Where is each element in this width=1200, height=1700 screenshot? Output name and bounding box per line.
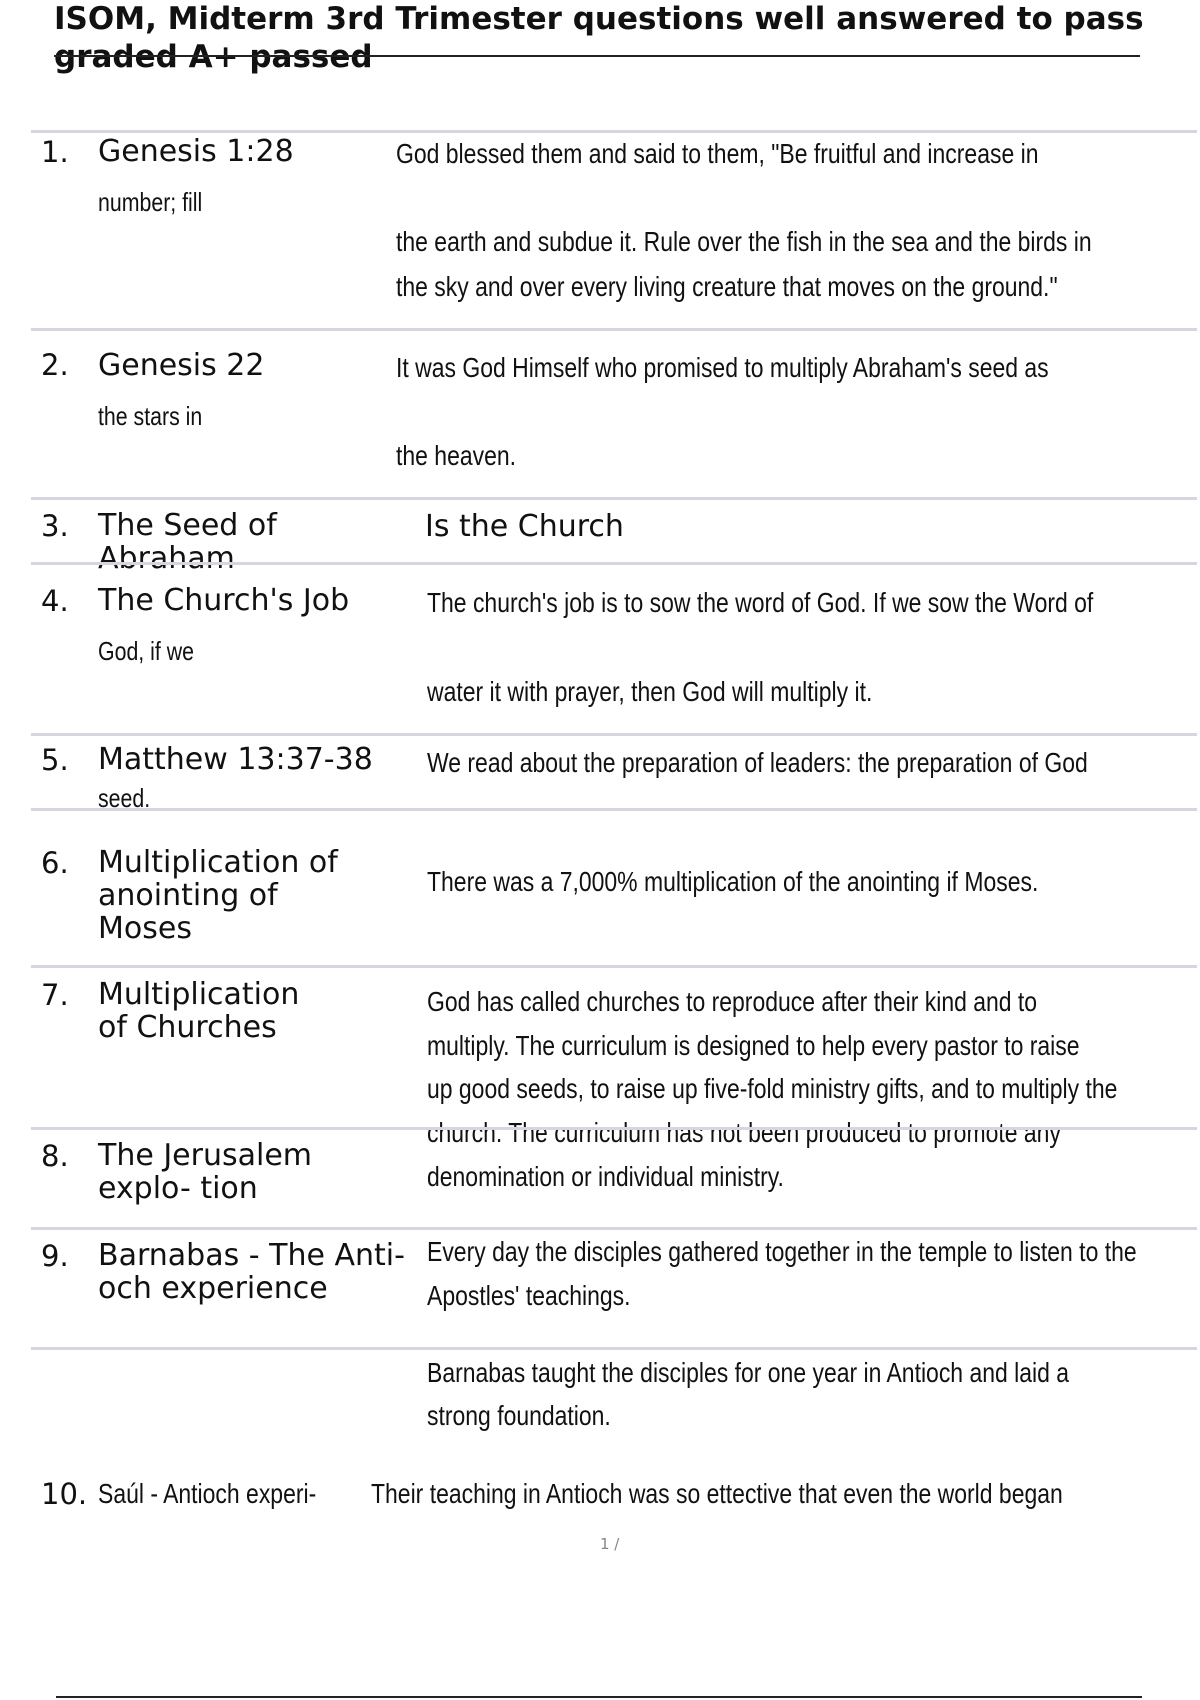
item-number: 3. [41, 509, 69, 543]
bottom-rule [56, 1696, 1142, 1698]
title-underline [54, 55, 1140, 57]
item-number: 8. [41, 1139, 69, 1173]
item-definition-line: We read about the preparation of leaders: the preparation of God [427, 747, 1088, 778]
item-definition-line: the earth and subdue it. Rule over the fish in the sea and the birds in [396, 226, 1092, 257]
item-definition-line: Every day the disciples gathered together in the temple to listen to the [427, 1236, 1137, 1267]
item-definition-line: church. The curriculum has not been produced to promote any [427, 1117, 1061, 1148]
item-term-continuation: seed. [98, 783, 151, 813]
item-definition-line: the heaven. [396, 440, 517, 471]
item-definition-line: God has called churches to reproduce after their kind and to [427, 986, 1038, 1017]
item-term: The Church's Job [98, 583, 350, 618]
item-number: 5. [41, 743, 69, 777]
item-number: 1. [41, 135, 69, 169]
item-definition-line: The church's job is to sow the word of God. If we sow the Word of [427, 587, 1094, 618]
item-definition-line: God blessed them and said to them, "Be fruitful and increase in [396, 138, 1039, 169]
item-term: The Seed of Abraham [98, 508, 277, 576]
item-definition-line: denomination or individual ministry. [427, 1161, 784, 1192]
row-divider [31, 562, 1197, 565]
item-number: 2. [41, 348, 69, 382]
row-divider [31, 733, 1197, 736]
item-definition-line: It was God Himself who promised to multiply Abraham's seed as [396, 352, 1049, 383]
item-term-continuation: the stars in [98, 401, 203, 431]
item-term-line: Barnabas - The Anti- [98, 1238, 405, 1273]
item-term: Matthew 13:37-38 [98, 742, 373, 777]
item-definition-line: Their teaching in Antioch was so ettective that even the world began [371, 1478, 1063, 1509]
item-definition-line: Is the Church [425, 509, 624, 544]
item-term-continuation: God, if we [98, 636, 194, 666]
item-definition-line: Apostles' teachings. [427, 1280, 631, 1311]
item-term: Genesis 22 [98, 348, 265, 383]
document-title: ISOM, Midterm 3rd Trimester questions well answered to pass graded A+ passed [54, 1, 1144, 75]
item-term-line: of Churches [98, 1010, 277, 1045]
item-term-line: The Jerusalem [98, 1138, 313, 1173]
item-number: 9. [41, 1239, 69, 1273]
item-term-line: explo- tion [98, 1171, 258, 1206]
item-number: 10. [41, 1477, 88, 1511]
item-term-line: Multiplication [98, 977, 300, 1012]
row-divider [31, 1127, 1197, 1130]
item-number: 4. [41, 584, 69, 618]
item-definition-line: strong foundation. [427, 1400, 611, 1431]
item-definition-line: water it with prayer, then God will multiply it. [427, 676, 873, 707]
item-definition-line: up good seeds, to raise up five-fold ministry gifts, and to multiply the [427, 1073, 1118, 1104]
item-definition-line: the sky and over every living creature that moves on the ground." [396, 271, 1058, 302]
item-term-line: och experience [98, 1271, 328, 1306]
item-definition-line: Barnabas taught the disciples for one year in Antioch and laid a [427, 1357, 1070, 1388]
page-number: 1 / [600, 1535, 620, 1553]
item-term-line: Multiplication of [98, 845, 338, 880]
item-term-continuation: number; fill [98, 187, 203, 217]
row-divider [31, 497, 1197, 500]
item-term-line: Moses [98, 911, 192, 946]
item-number: 6. [41, 846, 69, 880]
row-divider [31, 1347, 1197, 1350]
row-divider [31, 965, 1197, 968]
item-number: 7. [41, 978, 69, 1012]
item-term: Saúl - Antioch experi- [98, 1478, 317, 1509]
item-definition-line: There was a 7,000% multiplication of the anointing if Moses. [427, 866, 1039, 897]
item-term: Genesis 1:28 [98, 134, 294, 169]
row-divider [31, 808, 1197, 811]
item-term-line: anointing of [98, 878, 278, 913]
row-divider [31, 328, 1197, 331]
item-definition-line: multiply. The curriculum is designed to help every pastor to raise [427, 1030, 1080, 1061]
